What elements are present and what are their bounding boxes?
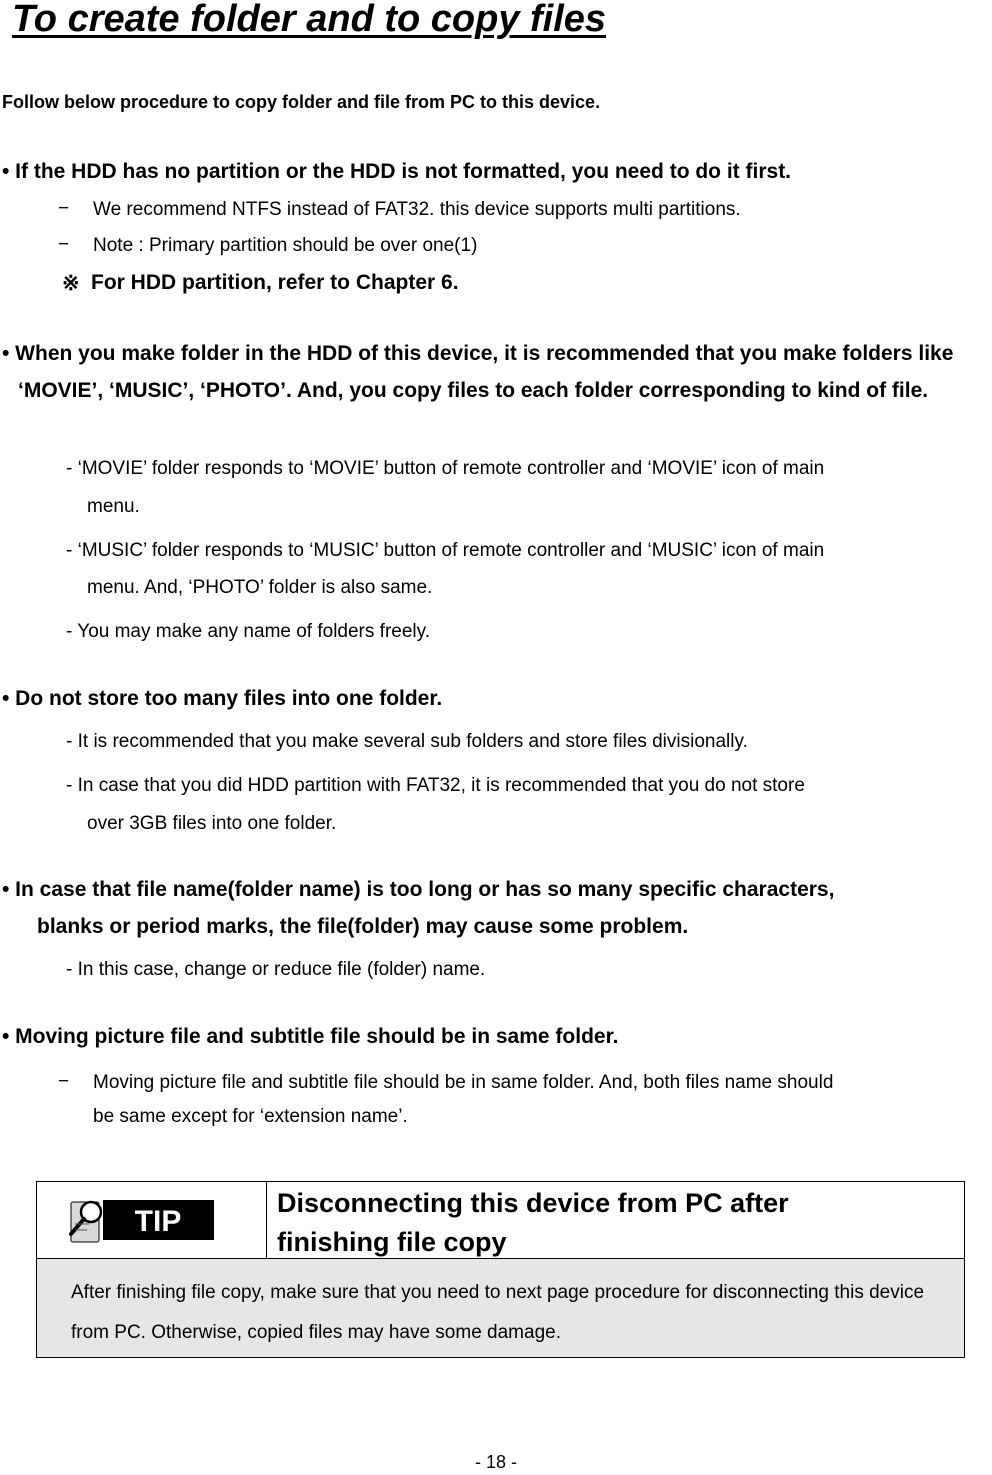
section2-heading [2, 335, 992, 409]
page-number: - 18 - [474, 1452, 517, 1472]
section5-item-1: Moving picture file and subtitle file should be in same folder. And, both files name should [93, 1072, 834, 1093]
tip-badge-label: TIP [134, 1205, 182, 1238]
section5-heading: • Moving picture file and subtitle file should be in same folder. [2, 1025, 619, 1048]
section2-item-3: - You may make any name of folders freely. [66, 621, 430, 642]
section4-heading: • In case that file name(folder name) is too long or has so many specific characters, [2, 878, 835, 901]
tip-heading: Disconnecting this device from PC after finishing file copy [277, 1188, 789, 1257]
section5-dash-1: − [58, 1071, 70, 1092]
section3-item-2: - In case that you did HDD partition with FAT32, it is recommended that you do not store [66, 775, 805, 796]
section2-item-1: - ‘MOVIE’ folder responds to ‘MOVIE’ button of remote controller and ‘MOVIE’ icon of main [66, 458, 825, 479]
tip-body-text: After finishing file copy, make sure that you need to next page procedure for disconnecting this device from PC. Otherwise, copied files may have some damage. [71, 1282, 925, 1343]
tip-body [37, 1258, 964, 1357]
reference-mark: ※ [62, 272, 80, 295]
section1-dash-2: − [58, 234, 70, 255]
section2-heading-text: • When you make folder in the HDD of this device, it is recommended that you make folders like ‘MOVIE’, ‘MUSIC’, ‘PHOTO’. And, you copy files to each folder corresponding to kind of file. [2, 342, 954, 402]
tip-icon-cell [37, 1182, 267, 1258]
section1-item-2: Note : Primary partition should be over one(1) [93, 235, 478, 256]
section3-item-2-cont: over 3GB files into one folder. [87, 813, 337, 834]
section1-dash-1: − [58, 198, 70, 219]
section1-reference: For HDD partition, refer to Chapter 6. [91, 271, 459, 294]
section2-item-1-cont: menu. [87, 496, 140, 517]
tip-badge [37, 1182, 267, 1258]
section1-item-1: We recommend NTFS instead of FAT32. this device supports multi partitions. [93, 199, 741, 220]
section3-heading: • Do not store too many files into one folder. [2, 687, 443, 710]
tip-heading-cell [267, 1182, 964, 1258]
section2-item-2: - ‘MUSIC’ folder responds to ‘MUSIC’ button of remote controller and ‘MUSIC’ icon of main [66, 540, 825, 561]
section2-item-2-cont: menu. And, ‘PHOTO’ folder is also same. [87, 577, 433, 598]
section4-heading-cont: blanks or period marks, the file(folder) may cause some problem. [37, 915, 689, 938]
intro-text: Follow below procedure to copy folder and file from PC to this device. [2, 92, 601, 112]
tip-box [36, 1181, 965, 1358]
section4-item-1: - In this case, change or reduce file (folder) name. [66, 959, 486, 980]
section3-item-1: - It is recommended that you make several sub folders and store files divisionally. [66, 731, 748, 752]
page-title: To create folder and to copy files [12, 0, 607, 40]
magnifier-icon [71, 1202, 101, 1242]
section5-item-1-cont: be same except for ‘extension name’. [93, 1106, 408, 1127]
section1-heading: • If the HDD has no partition or the HDD is not formatted, you need to do it first. [2, 160, 792, 183]
